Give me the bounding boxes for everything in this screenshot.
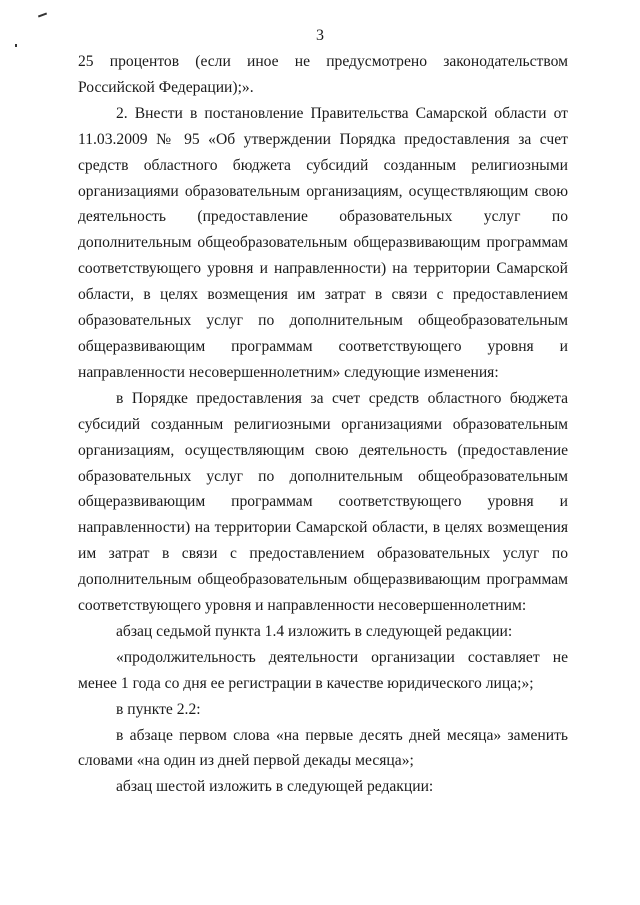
- paragraph-clause-2-2-sixth: абзац шестой изложить в следующей редакции:: [116, 778, 434, 796]
- paragraph-clause-1-4: абзац седьмой пункта 1.4 изложить в следующей редакции:: [116, 622, 513, 640]
- paragraph-clause-2-2-first: в абзаце первом слова «на первые десять дней месяца» заменить словами «на один из дней первой декады месяца»;: [78, 726, 568, 770]
- paragraph-clause-2-2: в пункте 2.2:: [116, 700, 201, 718]
- page-number: 3: [316, 27, 324, 44]
- paragraph-item-2: 2. Внести в постановление Правительства Самарской области от 11.03.2009 № 95 «Об утверждении Порядка предоставления за счет средств областного бюджета субсидий созданным религиозными организациями образовательным организациям, осуществляющим свою деятельность (предоставление образовательных услуг по дополнительным общеобразовательным общеразвивающим программам соответствующего уровня и направленности) на территории Самарской области, в целях возмещения им затрат в связи с предоставлением образовательных услуг по дополнительным общеобразовательным общеразвивающим программам соответствующего уровня и направленности несовершеннолетним» следующие изменения:: [78, 104, 568, 381]
- paragraph-order-changes: в Порядке предоставления за счет средств областного бюджета субсидий созданным религиозными организациями образовательным организациям, осуществляющим свою деятельность (предоставление образовательных услуг по дополнительным общеобразовательным общеразвивающим программам соответствующего уровня и направленности) на территории Самарской области, в целях возмещения им затрат в связи с предоставлением образовательных услуг по дополнительным общеобразовательным общеразвивающим программам соответствующего уровня и направленности несовершеннолетним:: [78, 389, 568, 615]
- document-body: [78, 49, 568, 800]
- paragraph-clause-1-4-text: «продолжительность деятельности организации составляет не менее 1 года со дня ее регистрации в качестве юридического лица;»;: [78, 648, 568, 692]
- scan-speck: [38, 13, 47, 18]
- paragraph-continuation: 25 процентов (если иное не предусмотрено законодательством Российской Федерации);».: [78, 53, 568, 96]
